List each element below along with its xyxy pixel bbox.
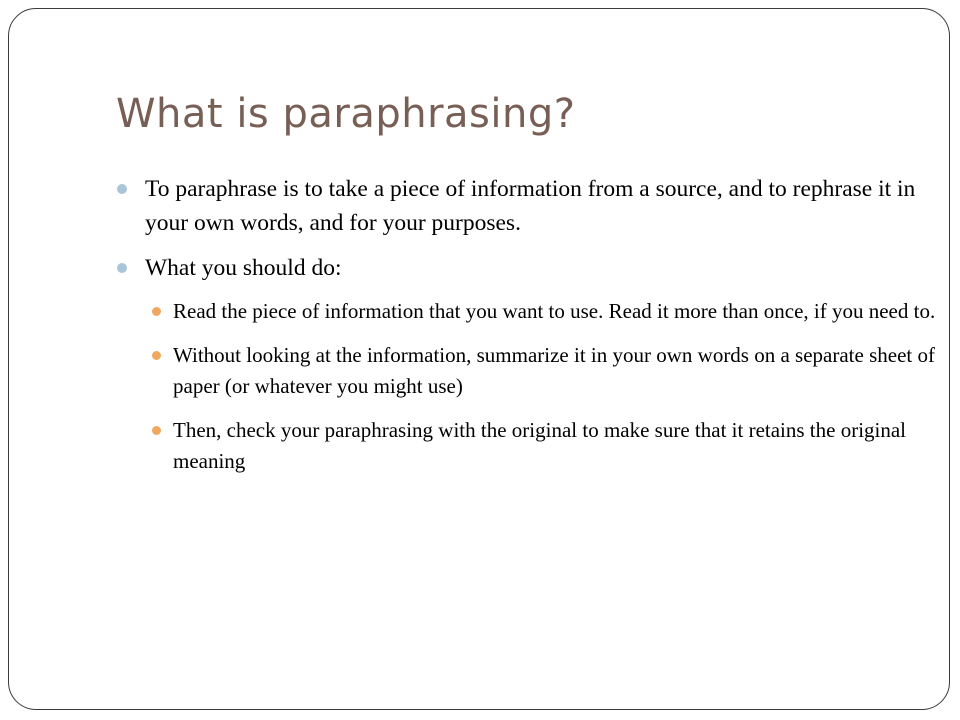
sub-bullet-item-check [145,415,937,477]
sub-bullet-dot-icon [152,307,161,316]
sub-bullet-item-read [145,296,937,327]
bullet-item-definition [117,172,937,240]
slide-content [117,172,937,490]
sub-bullet-text: Read the piece of information that you want to use. Read it more than once, if you need to. [173,299,936,323]
bullet-text: What you should do: [145,255,342,281]
slide-title: What is paraphrasing? [116,91,576,137]
bullet-dot-icon [117,184,127,194]
slide-frame [8,8,950,710]
bullet-dot-icon [117,263,127,273]
sub-bullet-item-summarize [145,340,937,402]
sub-bullet-text: Then, check your paraphrasing with the original to make sure that it retains the original meaning [173,418,907,473]
sub-bullet-dot-icon [152,351,161,360]
sub-bullet-dot-icon [152,426,161,435]
sub-bullet-text: Without looking at the information, summarize it in your own words on a separate sheet of paper (or whatever you might use) [173,343,935,398]
bullet-text: To paraphrase is to take a piece of information from a source, and to rephrase it in your own words, and for your purposes. [145,176,916,236]
bullet-item-steps [117,251,937,285]
